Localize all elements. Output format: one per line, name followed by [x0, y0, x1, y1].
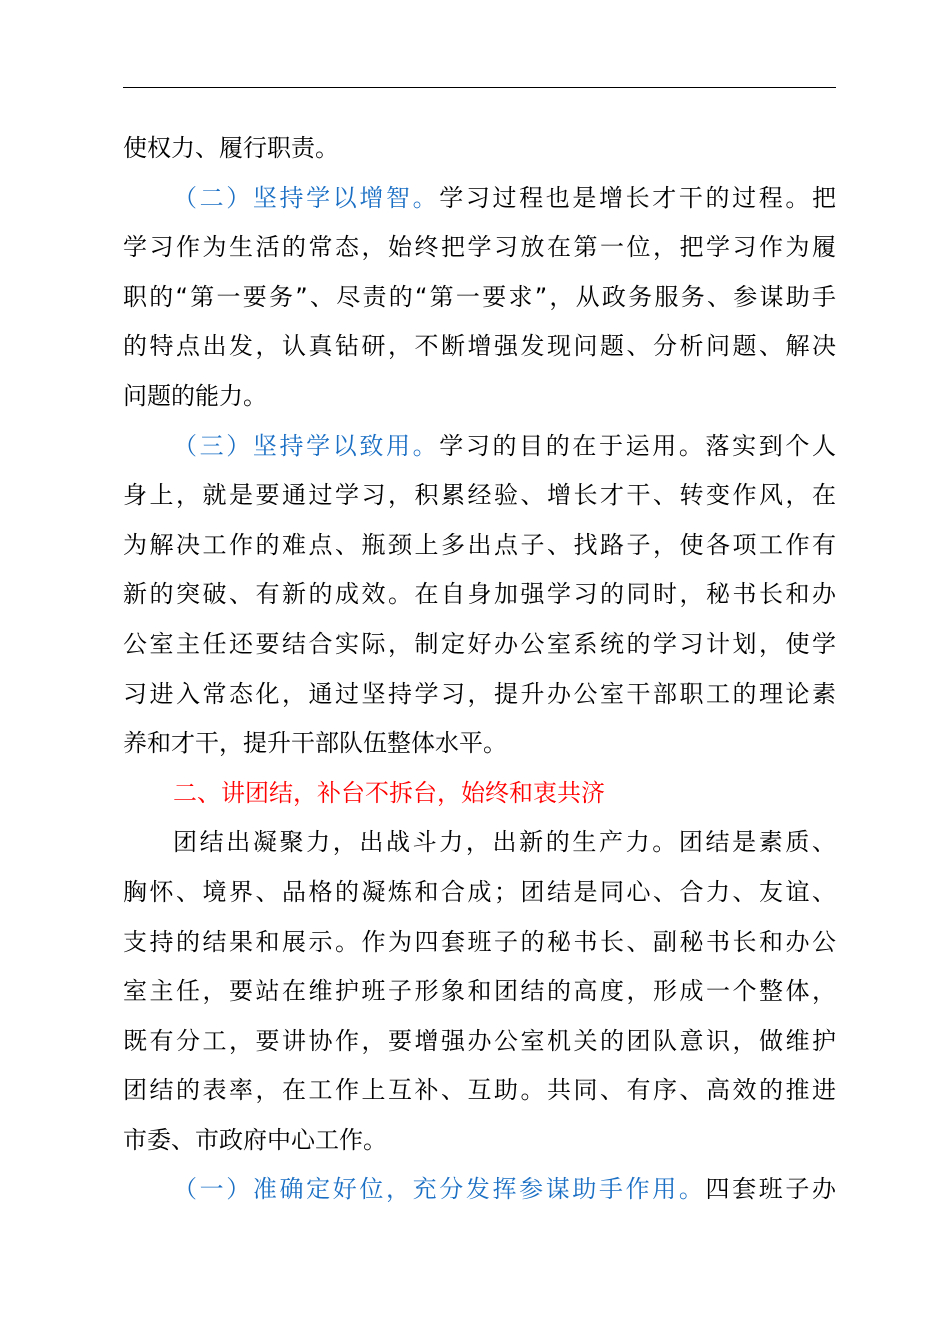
header-rule	[123, 87, 836, 88]
paragraph-line	[123, 620, 836, 670]
paragraph-line	[123, 124, 836, 174]
paragraph-line	[123, 322, 836, 372]
line-text: 学习作为生活的常态，始终把学习放在第一位，把学习作为履	[123, 233, 836, 262]
line-text: 问题的能力。	[123, 381, 267, 410]
line-text: 学习的目的在于运用。落实到个人	[439, 431, 836, 460]
paragraph-line	[123, 1116, 836, 1166]
line-text: 使权力、履行职责。	[123, 134, 339, 162]
paragraph-line	[123, 818, 836, 868]
line-text: 的特点出发，认真钻研，不断增强发现问题、分析问题、解决	[123, 332, 836, 361]
section-heading-line	[123, 769, 836, 819]
subheading-line	[123, 422, 836, 472]
paragraph-line	[123, 967, 836, 1017]
subheading-1: （一）准确定好位，充分发挥参谋助手作用。	[173, 1175, 706, 1204]
line-text: 新的突破、有新的成效。在自身加强学习的同时，秘书长和办	[123, 580, 836, 609]
section-heading-2: 二、讲团结，补台不拆台，始终和衷共济	[173, 778, 605, 807]
line-text: 团结的表率，在工作上互补、互助。共同、有序、高效的推进	[123, 1076, 836, 1105]
line-text: 公室主任还要结合实际，制定好办公室系统的学习计划，使学	[123, 629, 836, 658]
line-text: 习进入常态化，通过坚持学习，提升办公室干部职工的理论素	[123, 679, 836, 708]
paragraph-line	[123, 670, 836, 720]
paragraph-line	[123, 868, 836, 918]
line-text: 市委、市政府中心工作。	[123, 1125, 387, 1154]
paragraph-line	[123, 372, 836, 422]
paragraph-line	[123, 223, 836, 273]
line-text: 养和才干，提升干部队伍整体水平。	[123, 729, 507, 758]
subheading-3: （三）坚持学以致用。	[173, 431, 440, 460]
line-text: 既有分工，要讲协作，要增强办公室机关的团队意识，做维护	[123, 1026, 836, 1055]
paragraph-line	[123, 918, 836, 968]
paragraph-line	[123, 471, 836, 521]
paragraph-line	[123, 570, 836, 620]
line-text: 支持的结果和展示。作为四套班子的秘书长、副秘书长和办公	[123, 927, 836, 956]
paragraph-line	[123, 1066, 836, 1116]
line-text: 身上，就是要通过学习，积累经验、增长才干、转变作风，在	[123, 481, 836, 510]
subheading-line	[123, 1165, 836, 1215]
line-text: 为解决工作的难点、瓶颈上多出点子、找路子，使各项工作有	[123, 530, 836, 559]
line-text: 学习过程也是增长才干的过程。把	[439, 183, 836, 212]
line-text: 胸怀、境界、品格的凝炼和合成；团结是同心、合力、友谊、	[123, 877, 836, 906]
paragraph-line	[123, 719, 836, 769]
line-text: 职的“第一要务”、尽责的“第一要求”，从政务服务、参谋助手	[123, 282, 836, 311]
document-body	[123, 124, 836, 1215]
line-text: 室主任，要站在维护班子形象和团结的高度，形成一个整体，	[123, 977, 836, 1006]
paragraph-line	[123, 273, 836, 323]
line-text: 四套班子办	[705, 1175, 836, 1204]
subheading-line	[123, 174, 836, 224]
paragraph-line	[123, 521, 836, 571]
subheading-2: （二）坚持学以增智。	[173, 183, 440, 212]
line-text: 团结出凝聚力，出战斗力，出新的生产力。团结是素质、	[173, 828, 836, 857]
paragraph-line	[123, 1017, 836, 1067]
